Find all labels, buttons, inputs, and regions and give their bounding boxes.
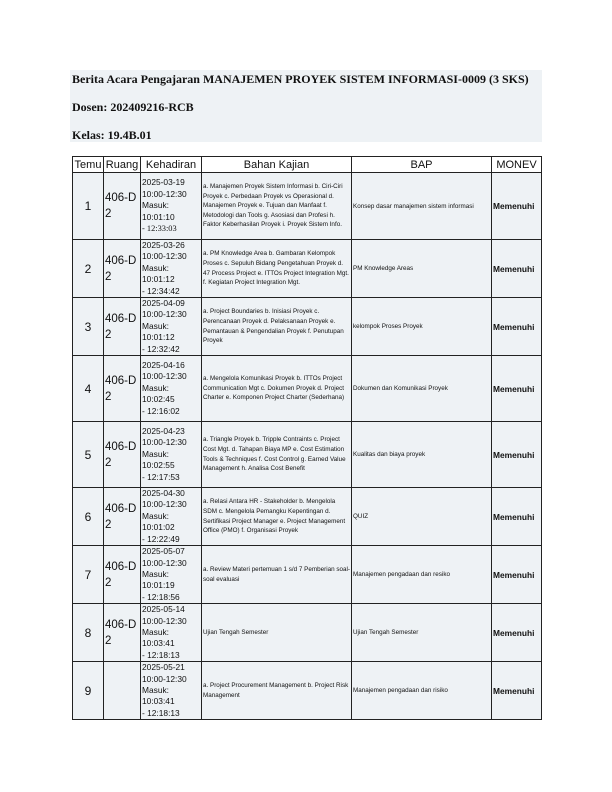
- kehadiran-cell: [141, 422, 202, 488]
- temu-cell: 7: [73, 546, 104, 604]
- monev-status: Memenuhi: [492, 356, 542, 422]
- temu-cell: 4: [73, 356, 104, 422]
- check-out-time: - 12:18:13: [142, 707, 180, 718]
- temu-cell: 8: [73, 604, 104, 662]
- session-time: 10:00-12:30: [142, 371, 187, 382]
- column-header-ruang: Ruang: [104, 157, 141, 173]
- monev-status: Memenuhi: [492, 546, 542, 604]
- ruang-cell: 406-D2: [104, 546, 141, 604]
- check-in-time: Masuk: 10:01:12: [142, 262, 175, 285]
- table-row: [73, 240, 542, 298]
- monev-status: Memenuhi: [492, 240, 542, 298]
- check-in-time: Masuk: 10:02:45: [142, 382, 175, 405]
- bap-cell: QUIZ: [352, 488, 492, 546]
- session-date: 2025-04-30: [142, 488, 185, 499]
- check-out-time: - 12:34:42: [142, 285, 180, 296]
- temu-cell: 9: [73, 662, 104, 720]
- bahan-kajian-cell: a. Project Boundaries b. Inisiasi Proyek c. Perencanaan Proyek d. Pelaksanaan Proyek e. Pemantauan & Pengendalian Proyek f. Penutupan Proyek: [202, 298, 352, 356]
- column-header-temu: Temu: [73, 157, 104, 173]
- session-date: 2025-05-07: [142, 546, 185, 557]
- teaching-report-table: [72, 156, 542, 720]
- ruang-cell: [104, 662, 141, 720]
- session-time: 10:00-12:30: [142, 251, 187, 262]
- ruang-cell: 406-D2: [104, 173, 141, 240]
- bahan-kajian-cell: a. PM Knowledge Area b. Gambaran Kelompok Proses c. Sepuluh Bidang Pengetahuan Proyek d. 47 Process Project e. ITTOs Project Integration Mgt. f. Kegiatan Project Integration Mgt.: [202, 240, 352, 298]
- bap-cell: Manajemen pengadaan dan risiko: [352, 662, 492, 720]
- kehadiran-cell: [141, 240, 202, 298]
- session-date: 2025-03-26: [142, 240, 185, 250]
- column-header-bap: BAP: [352, 157, 492, 173]
- kehadiran-cell: [141, 298, 202, 356]
- table-row: [73, 173, 542, 240]
- bap-cell: Kualitas dan biaya proyek: [352, 422, 492, 488]
- kehadiran-cell: [141, 546, 202, 604]
- kehadiran-cell: [141, 662, 202, 720]
- bahan-kajian-cell: a. Review Materi pertemuan 1 s/d 7 Pemberian soal-soal evaluasi: [202, 546, 352, 604]
- check-in-time: Masuk: 10:01:02: [142, 510, 175, 533]
- monev-status: Memenuhi: [492, 422, 542, 488]
- check-in-time: Masuk: 10:03:41: [142, 684, 175, 707]
- bahan-kajian-cell: a. Project Procurement Management b. Project Risk Management: [202, 662, 352, 720]
- check-out-time: - 12:18:56: [142, 591, 180, 602]
- check-in-time: Masuk: 10:01:10: [142, 200, 175, 222]
- monev-status: Memenuhi: [492, 173, 542, 240]
- session-time: 10:00-12:30: [142, 309, 187, 320]
- session-date: 2025-05-14: [142, 604, 185, 615]
- ruang-cell: 406-D2: [104, 356, 141, 422]
- monev-status: Memenuhi: [492, 488, 542, 546]
- session-time: 10:00-12:30: [142, 557, 187, 568]
- temu-cell: 1: [73, 173, 104, 240]
- bap-cell: PM Knowledge Areas: [352, 240, 492, 298]
- class-label: Kelas: 19.4B.01: [72, 128, 152, 142]
- table-row: [73, 422, 542, 488]
- table-row: [73, 662, 542, 720]
- check-out-time: - 12:33:03: [142, 224, 177, 234]
- bap-cell: Manajemen pengadaan dan resiko: [352, 546, 492, 604]
- table-row: [73, 298, 542, 356]
- session-time: 10:00-12:30: [142, 673, 187, 684]
- check-out-time: - 12:17:53: [142, 471, 180, 482]
- session-date: 2025-03-19: [142, 177, 185, 188]
- check-in-time: Masuk: 10:01:12: [142, 320, 175, 343]
- temu-cell: 5: [73, 422, 104, 488]
- ruang-cell: 406-D2: [104, 604, 141, 662]
- kehadiran-cell: [141, 604, 202, 662]
- column-header-bahan-kajian: Bahan Kajian: [202, 157, 352, 173]
- lecturer-label: Dosen: 202409216-RCB: [72, 100, 194, 114]
- session-date: 2025-04-23: [142, 426, 185, 437]
- check-out-time: - 12:22:49: [142, 533, 180, 544]
- bahan-kajian-cell: a. Manajemen Proyek Sistem Informasi b. Ciri-Ciri Proyek c. Perbedaan Proyek vs Operasional d. Manajemen Proyek e. Tujuan dan Manfaat f. Metodologi dan Tools g. Asosiasi dan Profesi h. Faktor Keberhasilan Proyek i. Proyek Sistem Info.: [202, 173, 352, 240]
- temu-cell: 6: [73, 488, 104, 546]
- temu-cell: 3: [73, 298, 104, 356]
- check-out-time: - 12:18:13: [142, 649, 180, 660]
- session-date: 2025-04-09: [142, 298, 185, 309]
- kehadiran-cell: [141, 356, 202, 422]
- monev-status: Memenuhi: [492, 662, 542, 720]
- ruang-cell: 406-D2: [104, 240, 141, 298]
- bap-cell: Dokumen dan Komunikasi Proyek: [352, 356, 492, 422]
- column-header-kehadiran: Kehadiran: [141, 157, 202, 173]
- table-header-row: [73, 157, 542, 173]
- table-row: [73, 604, 542, 662]
- session-date: 2025-04-16: [142, 360, 185, 371]
- ruang-cell: 406-D2: [104, 298, 141, 356]
- bap-cell: kelompok Proses Proyek: [352, 298, 492, 356]
- check-in-time: Masuk: 10:03:41: [142, 626, 175, 649]
- ruang-cell: 406-D2: [104, 488, 141, 546]
- table-row: [73, 546, 542, 604]
- session-date: 2025-05-21: [142, 662, 185, 673]
- kehadiran-cell: [141, 173, 202, 240]
- check-out-time: - 12:32:42: [142, 343, 180, 354]
- table-row: [73, 356, 542, 422]
- session-time: 10:00-12:30: [142, 499, 187, 510]
- bahan-kajian-cell: a. Relasi Antara HR - Stakeholder b. Mengelola SDM c. Mengelola Pemangku Kepentingan d. Sertifikasi Project Manager e. Project Management Office (PMO) f. Organisasi Proyek: [202, 488, 352, 546]
- session-time: 10:00-12:30: [142, 437, 187, 448]
- temu-cell: 2: [73, 240, 104, 298]
- bahan-kajian-cell: a. Triangle Proyek b. Tripple Contraints c. Project Cost Mgt. d. Tahapan Biaya MP e. Cost Estimation Tools & Techniques f. Cost Control g. Earned Value Management h. Analisa Cost Benefit: [202, 422, 352, 488]
- session-time: 10:00-12:30: [142, 188, 187, 199]
- bahan-kajian-cell: Ujian Tengah Semester: [202, 604, 352, 662]
- bap-cell: Ujian Tengah Semester: [352, 604, 492, 662]
- bahan-kajian-cell: a. Mengelola Komunikasi Proyek b. ITTOs Project Communication Mgt c. Dokumen Proyek d. Project Charter e. Komponen Project Charter (Sederhana): [202, 356, 352, 422]
- column-header-monev: MONEV: [492, 157, 542, 173]
- monev-status: Memenuhi: [492, 298, 542, 356]
- kehadiran-cell: [141, 488, 202, 546]
- check-out-time: - 12:16:02: [142, 405, 180, 416]
- bap-cell: Konsep dasar manajemen sistem informasi: [352, 173, 492, 240]
- monev-status: Memenuhi: [492, 604, 542, 662]
- document-title: Berita Acara Pengajaran MANAJEMEN PROYEK SISTEM INFORMASI-0009 (3 SKS): [72, 72, 529, 86]
- table-row: [73, 488, 542, 546]
- check-in-time: Masuk: 10:02:55: [142, 448, 175, 471]
- check-in-time: Masuk: 10:01:19: [142, 568, 175, 591]
- session-time: 10:00-12:30: [142, 615, 187, 626]
- ruang-cell: 406-D2: [104, 422, 141, 488]
